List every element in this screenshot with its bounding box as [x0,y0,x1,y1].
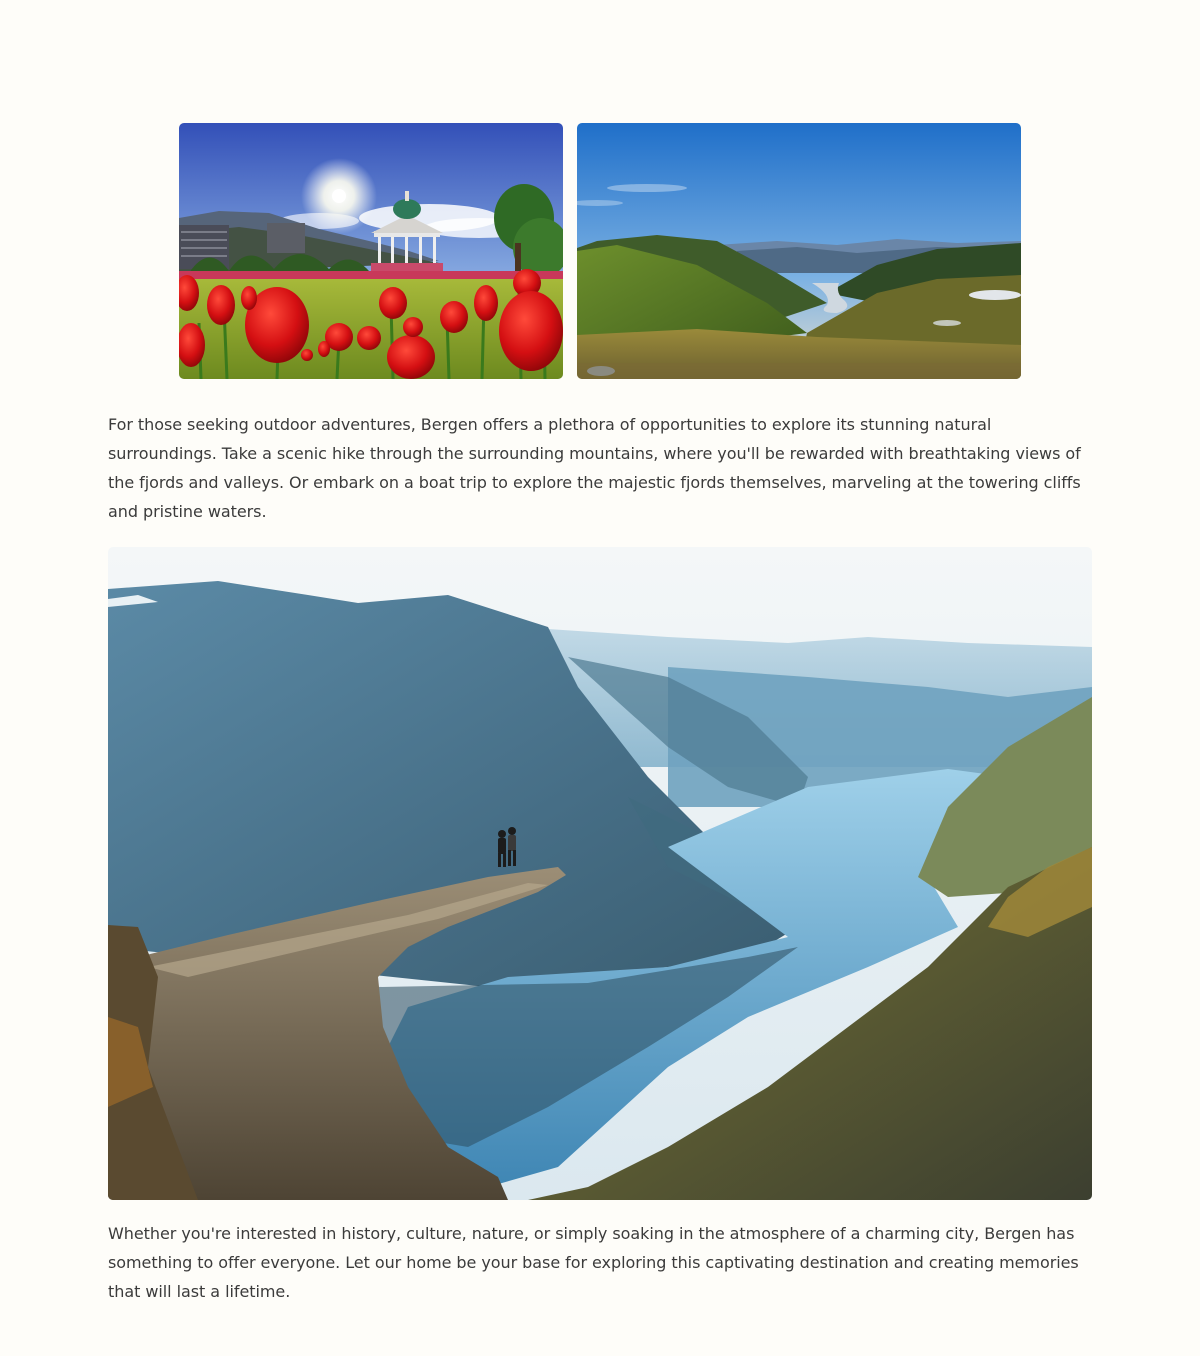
park-tulips-illustration [179,123,563,379]
photo-mountain-valley-river [577,123,1021,379]
photo-cliff-ledge-fjord [108,547,1092,1200]
cliff-fjord-illustration [108,547,1092,1200]
photo-park-tulips-gazebo [179,123,563,379]
valley-illustration [577,123,1021,379]
closing-paragraph: Whether you're interested in history, culture, nature, or simply soaking in the atmosphere of a charming city, Bergen has something to offer everyone. Let our home be your base for exploring this captivating destination and creating memories that will last a lifetime. [108,1224,1079,1301]
outdoor-adventures-paragraph: For those seeking outdoor adventures, Bergen offers a plethora of opportunities to explore its stunning natural surroundings. Take a scenic hike through the surrounding mountains, where you'll be rewarded with breathtaking views of the fjords and valleys. Or embark on a boat trip to explore the majestic fjords themselves, marveling at the towering cliffs and pristine waters. [108,415,1081,521]
